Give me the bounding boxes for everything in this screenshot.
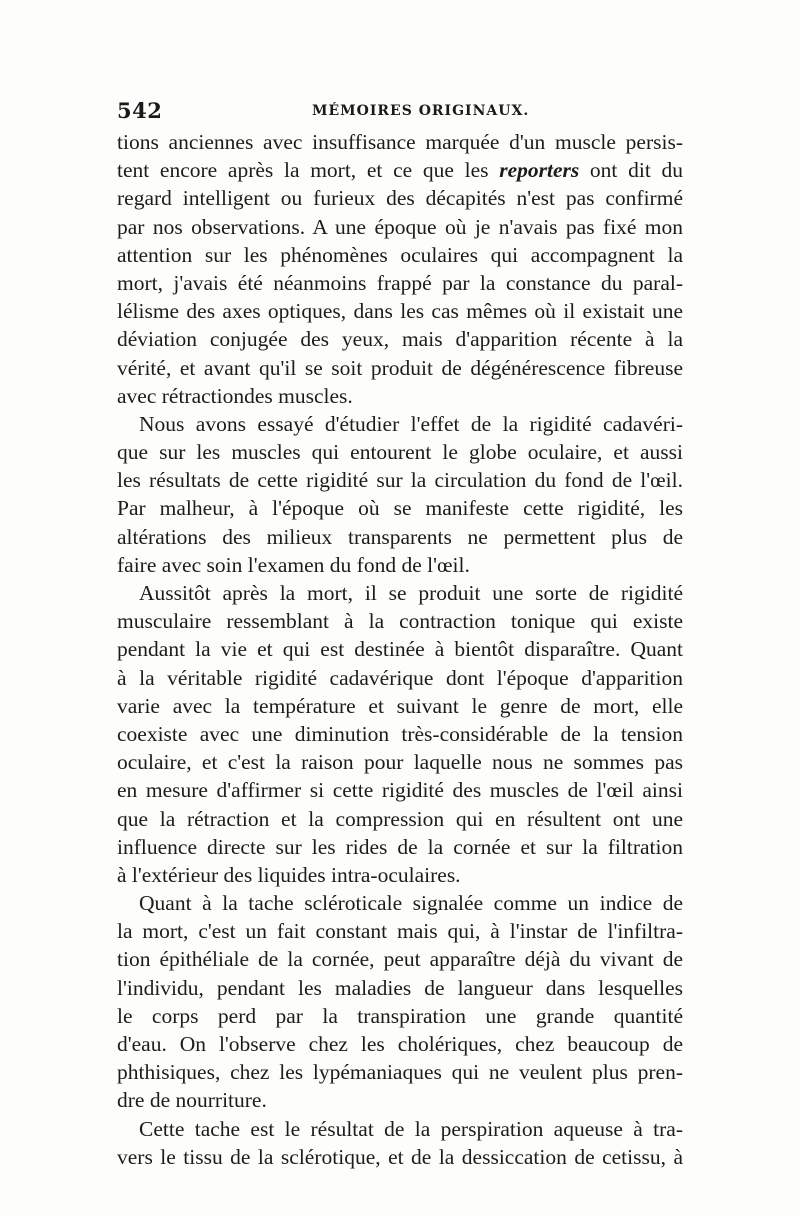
text-line: Par malheur, à l'époque où se manifeste cette rigidité, les xyxy=(117,496,683,521)
text-line: lélisme des axes optiques, dans les cas mêmes où il existait une xyxy=(117,299,683,324)
text-line: la mort, c'est un fait constant mais qui, à l'instar de l'infiltra- xyxy=(117,919,683,944)
text-line: déviation conjugée des yeux, mais d'apparition récente à la xyxy=(117,327,683,352)
text-line: vers le tissu de la sclérotique, et de la dessiccation de cetissu, à xyxy=(117,1144,683,1169)
text-line: vérité, et avant qu'il se soit produit de dégénérescence fibreuse xyxy=(117,355,683,380)
text-line: Nous avons essayé d'étudier l'effet de la rigidité cadavéri- xyxy=(139,411,683,436)
running-head: MÉMOIRES ORIGINAUX. xyxy=(312,103,530,119)
text-line: mort, j'avais été néanmoins frappé par la constance du paral- xyxy=(117,270,683,295)
text-line: musculaire ressemblant à la contraction tonique qui existe xyxy=(117,609,683,634)
text-line: à l'extérieur des liquides intra-oculaires. xyxy=(117,862,461,887)
italic-word: reporters xyxy=(499,158,580,183)
text-line: coexiste avec une diminution très-considérable de la tension xyxy=(117,721,683,746)
text-line: d'eau. On l'observe chez les cholériques, chez beaucoup de xyxy=(117,1032,683,1056)
text-line: altérations des milieux transparents ne permettent plus de xyxy=(117,524,683,549)
text-line: pendant la vie et qui est destinée à bientôt disparaître. Quant xyxy=(117,637,683,662)
text-line: à la véritable rigidité cadavérique dont l'époque d'apparition xyxy=(117,665,683,690)
text-line: phthisiques, chez les lypémaniaques qui ne veulent plus pren- xyxy=(117,1060,683,1085)
text-line: tent encore après la mort, et ce que les reporters ont dit du xyxy=(117,158,683,183)
text-line: Aussitôt après la mort, il se produit une sorte de rigidité xyxy=(139,581,683,605)
text-line: faire avec soin l'examen du fond de l'œil. xyxy=(117,552,470,577)
text-line: l'individu, pendant les maladies de langueur dans lesquelles xyxy=(117,975,683,1000)
text-line: par nos observations. A une époque où je n'avais pas fixé mon xyxy=(117,214,683,239)
text-line: le corps perd par la transpiration une grande quantité xyxy=(117,1003,683,1028)
text-line: en mesure d'affirmer si cette rigidité des muscles de l'œil ainsi xyxy=(117,778,683,803)
page-number: 542 xyxy=(117,98,163,123)
text-line: tion épithéliale de la cornée, peut apparaître déjà du vivant de xyxy=(117,947,683,972)
text-line: que sur les muscles qui entourent le globe oculaire, et aussi xyxy=(117,440,683,465)
text-line: les résultats de cette rigidité sur la circulation du fond de l'œil. xyxy=(117,468,683,493)
text-line: dre de nourriture. xyxy=(117,1088,267,1113)
text-line: Cette tache est le résultat de la perspiration aqueuse à tra- xyxy=(139,1116,683,1141)
body-text xyxy=(117,128,683,1171)
text-line: que la rétraction et la compression qui en résultent ont une xyxy=(117,806,683,831)
page-header xyxy=(117,98,683,128)
text-line: attention sur les phénomènes oculaires qui accompagnent la xyxy=(117,242,683,267)
text-line: oculaire, et c'est la raison pour laquelle nous ne sommes pas xyxy=(117,750,683,775)
text-line: varie avec la température et suivant le genre de mort, elle xyxy=(117,693,683,718)
text-line: tions anciennes avec insuffisance marquée d'un muscle persis- xyxy=(117,130,683,154)
text-line: regard intelligent ou furieux des décapités n'est pas confirmé xyxy=(117,186,683,211)
text-line: influence directe sur les rides de la cornée et sur la filtration xyxy=(117,834,683,859)
text-line: Quant à la tache scléroticale signalée comme un indice de xyxy=(139,891,683,916)
text-line: avec rétractiondes muscles. xyxy=(117,383,353,408)
